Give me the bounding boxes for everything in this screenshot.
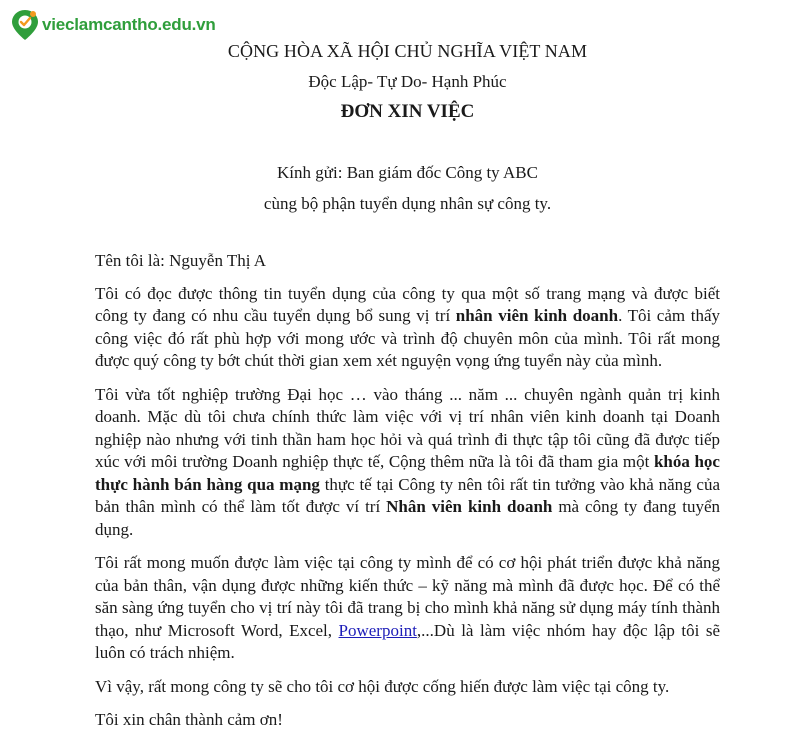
p2-text: Tôi vừa tốt nghiệp trường Đại học … vào tháng ... năm ... chuyên ngành quản trị kinh doanh. Mặc dù tôi chưa chính thức làm việc với vị trí nhân viên kinh doanh tại Doanh nghiệp nào nhưng với tinh thần ham học hỏi và quá trình đi thực tập tôi cũng đã được tiếp xúc với môi trường Doanh nghiệp thực tế, Cộng thêm nữa là tôi đã tham gia một — [95, 384, 720, 471]
applicant-name-line: Tên tôi là: Nguyễn Thị A — [95, 251, 267, 270]
p1-text: Tôi có đọc được thông tin tuyển dụng của công ty qua một số trang mạng và được biết công ty đang có nhu cầu tuyển dụng bổ sung vị trí — [95, 283, 720, 325]
p3-text: Tôi rất mong muốn được làm việc tại công ty mình để có cơ hội phát triển được khả năng của bản thân, vận dụng được những kiến thức – kỹ năng mà mình đã được học. Để có thể săn sàng ứng tuyển cho vị trí này tôi đã trang bị cho mình khả năng sử dụng máy tính thành thạo, như Microsoft Word, Excel, — [95, 553, 720, 640]
p2-text-middle: thực tế tại Công ty nên tôi rất tin tưởng vào khả năng của bản thân mình có thể làm tốt được ví trí — [95, 474, 721, 516]
logo-text: vieclamcantho.edu.vn — [42, 15, 216, 34]
recipient-line-1: Kính gửi: Ban giám đốc Công ty ABC — [277, 163, 538, 182]
national-header: CỘNG HÒA XÃ HỘI CHỦ NGHĨA VIỆT NAM — [227, 41, 588, 61]
p2-bold-position: Nhân viên kinh doanh — [386, 497, 553, 516]
closing-line: Tôi xin chân thành cảm ơn! — [95, 710, 283, 729]
recipient-line-2: cùng bộ phận tuyển dụng nhân sự công ty. — [263, 194, 552, 213]
paragraph-2 — [95, 384, 720, 542]
paragraph-1 — [95, 283, 720, 373]
document-title: ĐƠN XIN VIỆC — [340, 101, 475, 122]
location-pin-icon — [10, 8, 40, 42]
paragraph-3 — [95, 552, 720, 665]
p1-bold-position: nhân viên kinh doanh — [455, 306, 619, 325]
p3-text-end: ,...Dù là làm việc nhóm hay độc lập tôi sẽ luôn có trách nhiệm. — [95, 620, 720, 662]
powerpoint-link[interactable]: Powerpoint — [338, 620, 417, 640]
paragraph-4: Vì vậy, rất mong công ty sẽ cho tôi cơ hội được cống hiến được làm việc tại công ty. — [95, 676, 670, 696]
p2-bold-course: khóa học thực hành bán hàng qua mạng — [95, 452, 720, 494]
p2-text-end: mà công ty đang tuyển dụng. — [95, 497, 720, 539]
site-logo[interactable] — [10, 8, 216, 42]
p1-text-end: . Tôi cảm thấy công việc đó rất phù hợp với mong ước và trình độ chuyên môn của mình. Tôi rất mong được quý công ty bớt chút thời gian xem xét nguyện vọng ứng tuyển này của mình. — [95, 306, 720, 370]
letter-body — [95, 250, 720, 743]
national-motto: Độc Lập- Tự Do- Hạnh Phúc — [308, 72, 507, 91]
